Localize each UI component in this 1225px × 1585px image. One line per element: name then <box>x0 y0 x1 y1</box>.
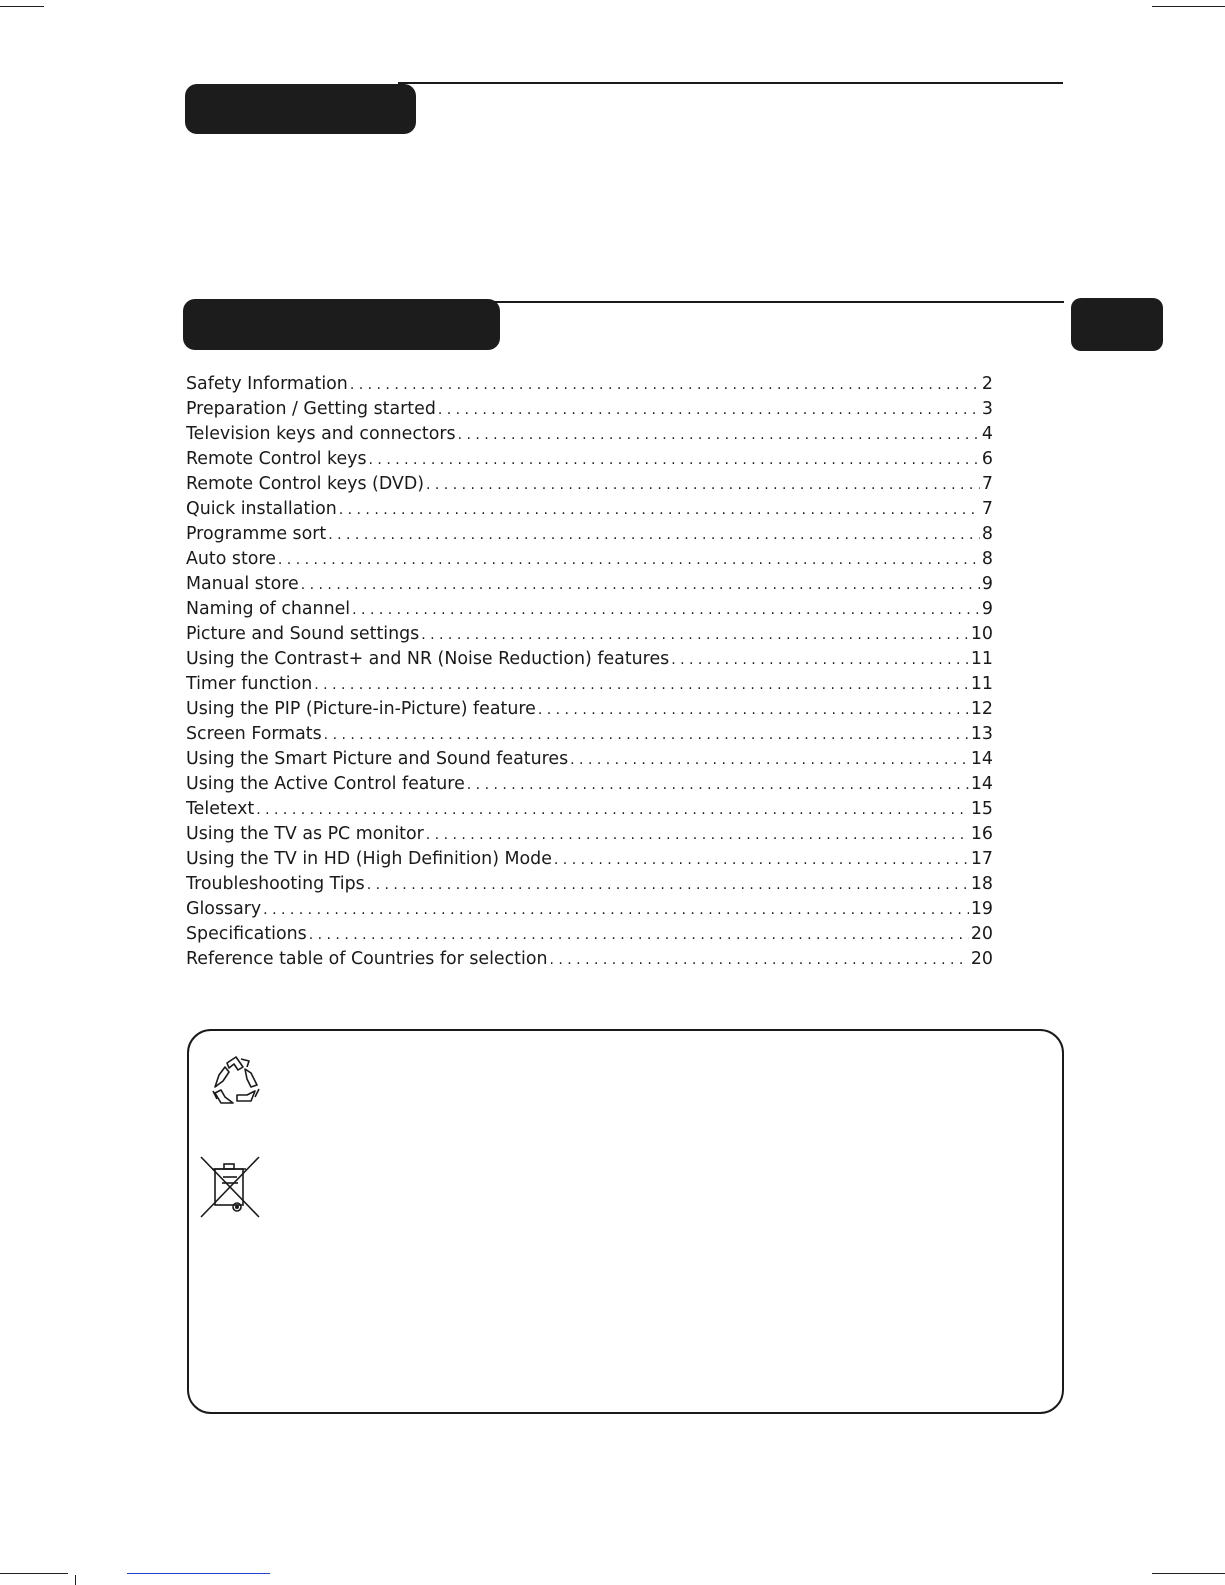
toc-entry-title: Naming of channel <box>186 599 351 619</box>
toc-entry-title: Remote Control keys <box>186 449 367 469</box>
toc-entry-title: Using the TV as PC monitor <box>186 824 424 844</box>
toc-entry-page: 17 <box>970 849 993 869</box>
toc-leader-dots <box>367 877 969 893</box>
toc-entry[interactable] <box>186 699 993 724</box>
toc-entry[interactable] <box>186 449 993 474</box>
toc-entry[interactable] <box>186 724 993 749</box>
toc-entry-title: Timer function <box>186 674 313 694</box>
crop-mark-vertical-left <box>75 1575 76 1585</box>
toc-entry-page: 9 <box>981 574 993 594</box>
recycle-icon <box>207 1053 265 1111</box>
toc-leader-dots <box>350 377 980 393</box>
toc-entry[interactable] <box>186 499 993 524</box>
toc-entry-title: Programme sort <box>186 524 327 544</box>
toc-leader-dots <box>426 827 969 843</box>
toc-entry-page: 3 <box>981 399 993 419</box>
toc-leader-dots <box>671 652 969 668</box>
toc-entry-page: 2 <box>981 374 993 394</box>
toc-entry-title: Specifications <box>186 924 307 944</box>
toc-entry[interactable] <box>186 549 993 574</box>
toc-entry-page: 4 <box>981 424 993 444</box>
toc-leader-dots <box>538 702 969 718</box>
toc-entry-page: 18 <box>970 874 993 894</box>
toc-entry-page: 14 <box>970 774 993 794</box>
section-rule-contents <box>480 301 1064 303</box>
toc-entry-page: 7 <box>981 474 993 494</box>
toc-entry[interactable] <box>186 474 993 499</box>
section-header-pill-contents <box>183 299 500 350</box>
toc-entry-title: Glossary <box>186 899 262 919</box>
toc-leader-dots <box>438 402 980 418</box>
toc-entry-title: Screen Formats <box>186 724 322 744</box>
toc-leader-dots <box>426 477 980 493</box>
bottom-link-underline <box>127 1573 270 1574</box>
toc-entry[interactable] <box>186 949 993 974</box>
toc-leader-dots <box>554 852 969 868</box>
toc-leader-dots <box>328 527 980 543</box>
toc-entry-title: Using the Active Control feature <box>186 774 465 794</box>
section-header-pill-1 <box>185 84 416 134</box>
environment-notice-box <box>187 1029 1064 1414</box>
toc-leader-dots <box>256 802 969 818</box>
toc-entry-page: 16 <box>970 824 993 844</box>
toc-entry-page: 11 <box>970 674 993 694</box>
toc-entry-page: 12 <box>970 699 993 719</box>
crop-mark-top-right <box>1152 6 1225 7</box>
toc-entry-title: Using the PIP (Picture-in-Picture) feature <box>186 699 536 719</box>
toc-leader-dots <box>549 952 968 968</box>
toc-entry-title: Picture and Sound settings <box>186 624 420 644</box>
toc-entry[interactable] <box>186 524 993 549</box>
toc-entry-title: Remote Control keys (DVD) <box>186 474 424 494</box>
toc-leader-dots <box>352 602 980 618</box>
toc-entry[interactable] <box>186 424 993 449</box>
toc-entry-title: Safety Information <box>186 374 348 394</box>
toc-leader-dots <box>467 777 969 793</box>
toc-leader-dots <box>324 727 969 743</box>
toc-entry-page: 14 <box>970 749 993 769</box>
toc-entry[interactable] <box>186 874 993 899</box>
toc-entry-page: 19 <box>970 899 993 919</box>
section-rule-1 <box>398 82 1063 84</box>
toc-entry[interactable] <box>186 574 993 599</box>
toc-entry[interactable] <box>186 399 993 424</box>
toc-entry-title: Using the Smart Picture and Sound features <box>186 749 569 769</box>
toc-entry-page: 15 <box>970 799 993 819</box>
toc-entry-page: 8 <box>981 549 993 569</box>
toc-leader-dots <box>570 752 969 768</box>
toc-leader-dots <box>278 552 980 568</box>
toc-entry-page: 10 <box>970 624 993 644</box>
crop-mark-bottom-left <box>0 1573 68 1574</box>
crossed-out-bin-icon <box>197 1155 261 1219</box>
toc-entry-title: Troubleshooting Tips <box>186 874 365 894</box>
toc-entry-title: Manual store <box>186 574 299 594</box>
toc-leader-dots <box>301 577 980 593</box>
toc-entry-title: Auto store <box>186 549 276 569</box>
toc-entry[interactable] <box>186 774 993 799</box>
language-tab <box>1071 298 1163 351</box>
toc-leader-dots <box>309 927 969 943</box>
toc-entry-title: Television keys and connectors <box>186 424 456 444</box>
toc-entry-page: 8 <box>981 524 993 544</box>
toc-entry-page: 7 <box>981 499 993 519</box>
toc-entry-title: Using the TV in HD (High Definition) Mode <box>186 849 552 869</box>
toc-entry-page: 13 <box>970 724 993 744</box>
toc-leader-dots <box>314 677 969 693</box>
toc-entry-title: Quick installation <box>186 499 337 519</box>
toc-entry-title: Teletext <box>186 799 255 819</box>
toc-entry[interactable] <box>186 624 993 649</box>
toc-entry-title: Reference table of Countries for selection <box>186 949 548 969</box>
toc-entry-page: 9 <box>981 599 993 619</box>
toc-entry[interactable] <box>186 374 993 399</box>
toc-entry-title: Preparation / Getting started <box>186 399 436 419</box>
toc-entry[interactable] <box>186 649 993 674</box>
toc-leader-dots <box>263 902 969 918</box>
toc-entry[interactable] <box>186 599 993 624</box>
toc-entry[interactable] <box>186 749 993 774</box>
toc-entry[interactable] <box>186 849 993 874</box>
toc-entry-title: Using the Contrast+ and NR (Noise Reduction) features <box>186 649 670 669</box>
toc-entry[interactable] <box>186 899 993 924</box>
toc-entry-page: 20 <box>970 949 993 969</box>
toc-entry-page: 20 <box>970 924 993 944</box>
toc-leader-dots <box>369 452 980 468</box>
toc-entry-page: 11 <box>970 649 993 669</box>
toc-entry[interactable] <box>186 799 993 824</box>
crop-mark-top-left <box>0 6 44 7</box>
toc-leader-dots <box>421 627 969 643</box>
table-of-contents <box>186 374 993 974</box>
toc-entry[interactable] <box>186 824 993 849</box>
toc-leader-dots <box>458 427 980 443</box>
toc-leader-dots <box>339 502 980 518</box>
toc-entry[interactable] <box>186 924 993 949</box>
toc-entry[interactable] <box>186 674 993 699</box>
crop-mark-bottom-right <box>1152 1573 1225 1574</box>
toc-entry-page: 6 <box>981 449 993 469</box>
